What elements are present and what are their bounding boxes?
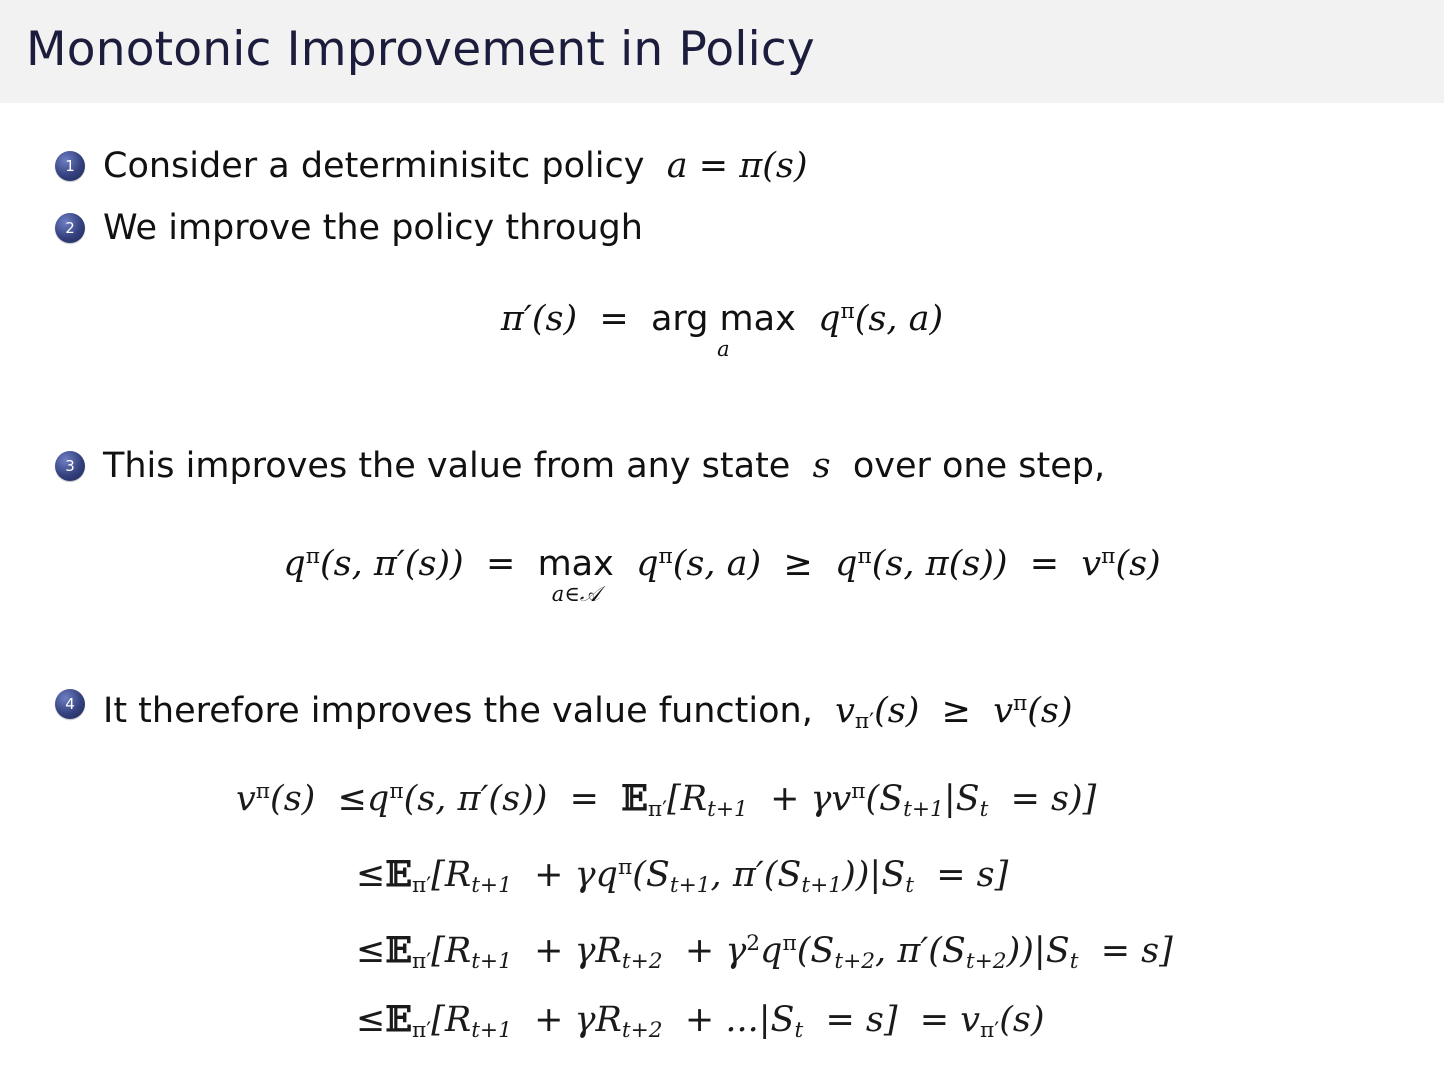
page-title: Monotonic Improvement in Policy xyxy=(26,22,815,77)
item3-state-symbol: s xyxy=(801,446,842,486)
item4-math: v xyxy=(823,690,855,731)
title-bar xyxy=(0,0,1444,103)
list-item-2 xyxy=(55,205,643,251)
list-item-3-tail: over one step, xyxy=(852,446,1106,486)
list-item-4-text: It therefore improves the value function, $v_{\pi'}(s) \ge v^\pi(s)$ xyxy=(103,690,1073,734)
bullet-number-icon: 4 xyxy=(55,689,85,719)
equation-1 xyxy=(0,283,1444,360)
argmax-subscript: a xyxy=(717,336,730,361)
list-item-1-lead: Consider a determinisitc policy xyxy=(103,146,645,186)
list-item-3-text xyxy=(103,443,1105,489)
equation-1-content: π′(s) = arg max a $q^\pi(s$, a) xyxy=(500,298,944,361)
equation-3-line-3: $\le 𝔼_{\pi'}[R_{t+1} + \gamma R_{t+2} + \gamma^2q^\pi(S_{t+2}$, $\pi'(S_{t+2}))|S_t = s$] xyxy=(356,929,1173,974)
list-item-4 xyxy=(55,681,1073,745)
item1-arg: (s) xyxy=(762,146,808,186)
equation-3 xyxy=(236,763,1173,1060)
equation-3-line-4: $\le 𝔼_{\pi'}[R_{t+1} + \gamma R_{t+2} + ...|S_t = s] = v_{\pi'}(s)$ xyxy=(356,998,1045,1044)
list-item-2-text: We improve the policy through xyxy=(103,208,643,248)
equation-2 xyxy=(0,528,1444,605)
list-item-3 xyxy=(55,443,1105,489)
item1-math: a xyxy=(655,146,688,186)
max-label: max xyxy=(537,543,614,584)
equation-3-line-2: $\le 𝔼_{\pi'}[R_{t+1} + \gamma q^\pi(S_{t+1}$, $\pi'(S_{t+1}))|S_t = s$] xyxy=(356,853,1009,898)
bullet-number-icon: 1 xyxy=(55,151,85,181)
list-item-1 xyxy=(55,143,807,189)
bullet-number-icon: 3 xyxy=(55,451,85,481)
item1-equals: = xyxy=(698,146,729,186)
item1-pi: π xyxy=(739,146,763,186)
equation-2-content: $q^\pi(s$, π′(s)) = max a∈𝒜 $q^\pi(s$, $a) \ge q^\pi(s$, $\pi(s)) = v^\pi(s)$ xyxy=(283,543,1161,606)
list-item-1-text xyxy=(103,143,807,189)
equation-3-line-1: $v^\pi(s) \le q^\pi(s$, $\pi'(s)) = 𝔼_{\pi'}[R_{t+1} + \gamma v^\pi(S_{t+1}|S_t = s)]$ xyxy=(236,777,1097,822)
list-item-3-lead: This improves the value from any state xyxy=(103,446,791,486)
max-subscript: a∈𝒜 xyxy=(551,581,600,606)
bullet-number-icon: 2 xyxy=(55,213,85,243)
list-item-4-lead: It therefore improves the value function, xyxy=(103,690,813,731)
slide-body xyxy=(0,103,1444,1080)
